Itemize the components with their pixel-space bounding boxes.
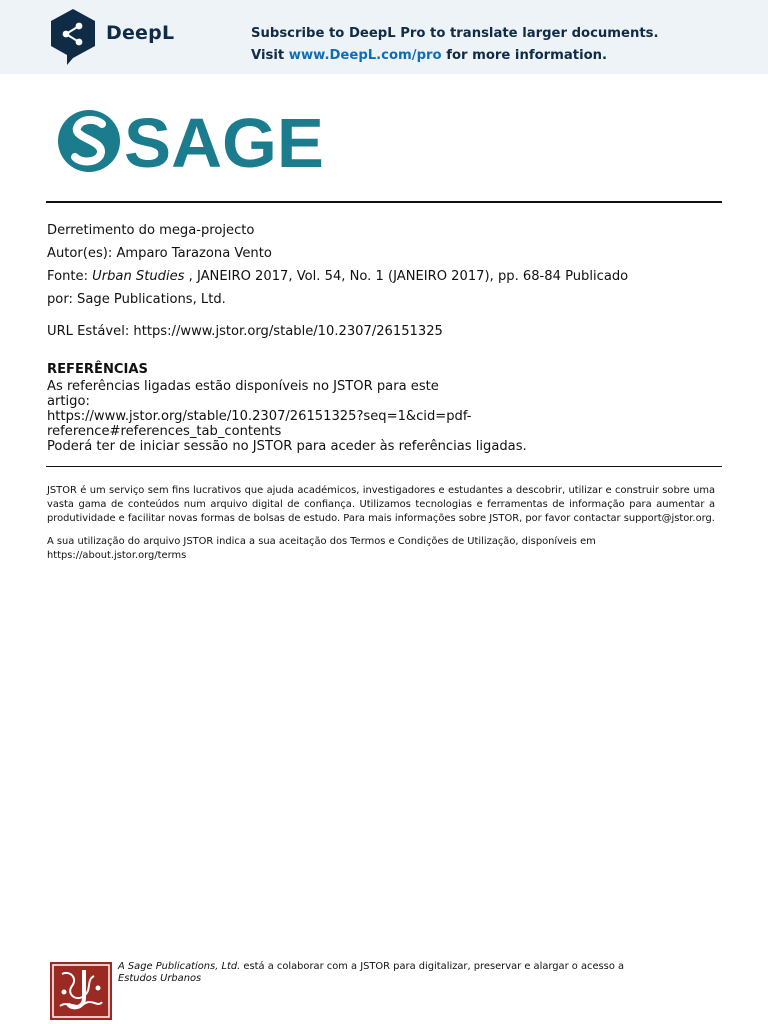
references-url-line-1[interactable]: https://www.jstor.org/stable/10.2307/26151325?seq=1&cid=pdf- (47, 409, 472, 424)
banner-line-1: Subscribe to DeepL Pro to translate larger documents. (251, 26, 659, 41)
references-login-note: Poderá ter de iniciar sessão no JSTOR para aceder às referências ligadas. (47, 439, 527, 454)
banner-line-2-prefix: Visit (251, 48, 289, 63)
references-heading: REFERÊNCIAS (47, 362, 148, 377)
jstor-about-paragraph: JSTOR é um serviço sem fins lucrativos que ajuda académicos, investigadores e estudantes a descobrir, utilizar e construir sobre uma vasta gama de conteúdos num arquivo digital de confiança. Utilizamos tecnologias e ferramentas de informação para aumentar a produtividade e facilitar novas formas de bolsas de estudo. Para mais informações sobre JSTOR, por favor contactar support@jstor.org. (47, 485, 715, 524)
footer-text: está a colaborar com a JSTOR para digitalizar, preservar e alargar o acesso a (240, 961, 625, 972)
stable-url-row (47, 320, 443, 343)
article-title: Derretimento do mega-projecto (47, 223, 255, 238)
banner-line-2 (251, 45, 659, 67)
banner-message (251, 23, 659, 67)
article-metadata (47, 219, 727, 311)
article-source-row (47, 265, 727, 288)
publisher-line: por: Sage Publications, Ltd. (47, 292, 226, 307)
article-author-row (47, 242, 727, 265)
journal-name: Urban Studies (92, 269, 185, 284)
header-divider (46, 201, 722, 203)
footer-note (118, 961, 718, 985)
footer-publisher: A Sage Publications, Ltd. (118, 961, 241, 972)
deepl-banner (0, 0, 768, 74)
stable-url-label: URL Estável: (47, 324, 134, 339)
source-details: , JANEIRO 2017, Vol. 54, No. 1 (JANEIRO 2017), pp. 68-84 Publicado (184, 269, 629, 284)
references-divider (46, 466, 722, 467)
sage-logo (56, 100, 336, 182)
references-line-1: As referências ligadas estão disponíveis no JSTOR para este (47, 379, 439, 394)
terms-link[interactable]: https://about.jstor.org/terms (47, 550, 187, 561)
author-name: Amparo Tarazona Vento (116, 246, 272, 261)
terms-text: A sua utilização do arquivo JSTOR indica a sua aceitação dos Termos e Condições de Utilização, disponíveis em (47, 536, 596, 547)
stable-url-link[interactable]: https://www.jstor.org/stable/10.2307/26151325 (133, 324, 443, 339)
jstor-terms-paragraph (47, 535, 715, 563)
deepl-brand-name: DeepL (106, 22, 175, 44)
author-label: Autor(es): (47, 246, 117, 261)
source-label: Fonte: (47, 269, 93, 284)
references-section (47, 362, 727, 454)
deepl-logo-icon[interactable] (48, 8, 98, 66)
jstor-legal-text (47, 484, 715, 572)
jstor-logo-icon (50, 962, 112, 1020)
references-url-line-2[interactable]: reference#references_tab_contents (47, 424, 282, 439)
references-line-2: artigo: (47, 394, 90, 409)
footer-journal: Estudos Urbanos (118, 973, 202, 984)
banner-line-2-suffix: for more information. (441, 48, 608, 63)
sage-logo-text: SAGE (124, 104, 324, 182)
deepl-pro-link[interactable]: www.DeepL.com/pro (288, 48, 442, 63)
footer-line-1 (118, 961, 718, 973)
